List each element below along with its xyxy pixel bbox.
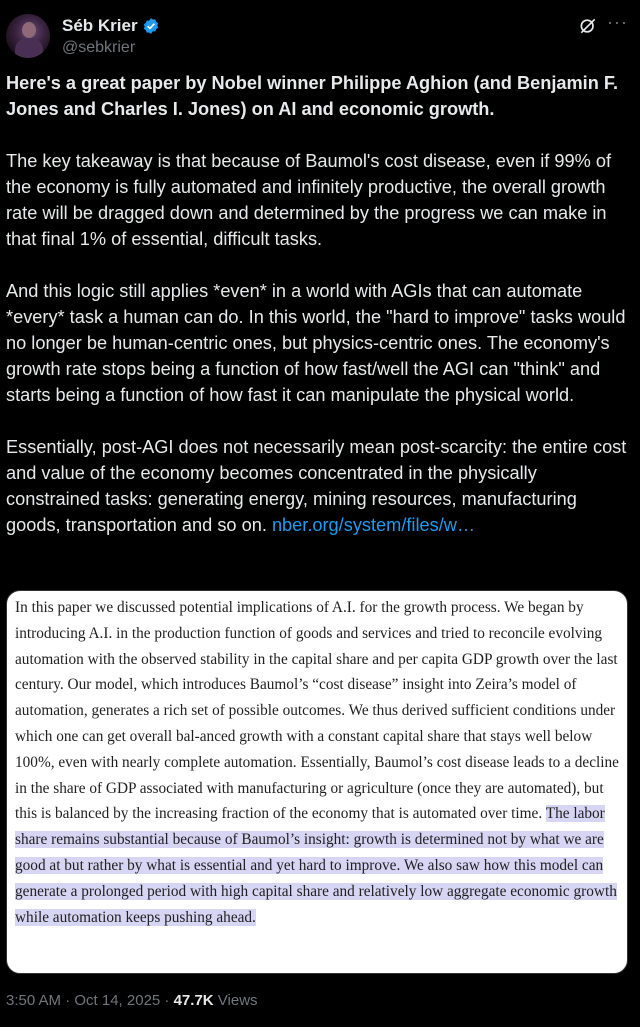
paper-excerpt [15, 595, 619, 930]
author-handle[interactable]: @sebkrier [62, 39, 136, 56]
tweet-text [6, 70, 632, 564]
verified-badge-icon [142, 17, 160, 35]
author-name-row[interactable] [62, 16, 160, 36]
excerpt-highlighted-text: The labor share remains substantial because of Baumol’s insight: growth is determined not by what we are good at but rather by what is essential and yet hard to improve. We also saw how this model can generate a prolonged period with high capital share and relatively low aggregate economic growth while automation keeps pushing ahead. [15, 805, 617, 926]
tweet-paragraph-last [6, 434, 632, 538]
grok-icon[interactable] [578, 16, 598, 36]
avatar[interactable] [6, 14, 50, 58]
views-count: 47.7K [173, 992, 214, 1009]
tweet-paragraph: The key takeaway is that because of Baumol's cost disease, even if 99% of the economy is fully automated and infinitely productive, the overall growth rate will be dragged down and determined by the progress we can make in that final 1% of essential, difficult tasks. [6, 151, 612, 249]
excerpt-text: In this paper we discussed potential implications of A.I. for the growth process. We began by introducing A.I. in the production function of goods and services and tried to reconcile evolving automation with the observed stability in the capital share and per capita GDP growth over the last century. Our model, which introduces Baumol’s “cost disease” insight into Zeira’s model of automation, generates a rich set of possible outcomes. We thus derived sufficient conditions under which one can get overall bal-anced growth with a constant capital share that stays well below 100%, even with nearly complete automation. Essentially, Baumol’s cost disease leads to a decline in the share of GDP associated with manufacturing or agriculture (once they are automated), but this is balanced by the increasing fraction of the economy that is automated over time. [15, 599, 619, 823]
more-options-icon[interactable]: ··· [607, 12, 628, 32]
timestamp[interactable]: 3:50 AM · Oct 14, 2025 · [6, 992, 174, 1009]
tweet-paragraph: And this logic still applies *even* in a world with AGIs that can automate *every* task a human can do. In this world, the "hard to improve" tasks would no longer be human-centric ones, but physics-centric ones. The economy's growth rate stops being a function of how fast/well the AGI can "think" and starts being a function of how fast it can manipulate the physical world. [6, 281, 626, 405]
tweet-paragraph: Here's a great paper by Nobel winner Philippe Aghion (and Benjamin F. Jones and Charles I. Jones) on AI and economic growth. [6, 73, 619, 119]
author-name[interactable]: Séb Krier [62, 16, 138, 35]
paper-link[interactable]: nber.org/system/files/w… [271, 515, 476, 535]
tweet-paragraph-text: Essentially, post-AGI does not necessarily mean post-scarcity: the entire cost and value of the economy becomes concentrated in the physically constrained tasks: generating energy, mining resources, manufacturing goods, transportation and so on. [6, 437, 627, 535]
views-label: Views [213, 992, 258, 1009]
paper-excerpt-image[interactable] [6, 590, 628, 974]
tweet-header [6, 10, 634, 62]
tweet-metadata [6, 992, 258, 1009]
